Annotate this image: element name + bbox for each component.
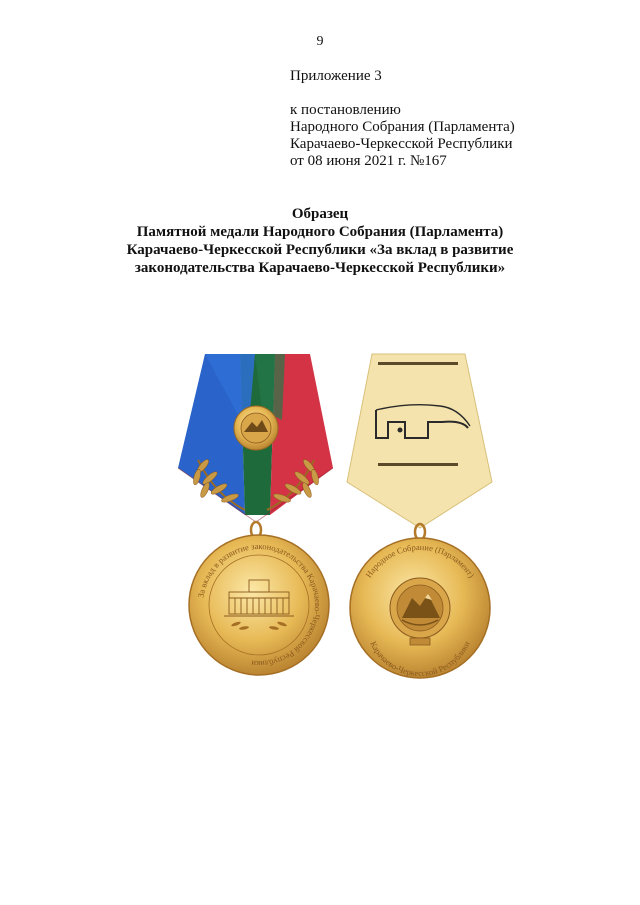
ribbon-emblem bbox=[234, 406, 278, 450]
heading-line: Памятной медали Народного Собрания (Парламента) bbox=[136, 224, 504, 240]
ribbon-back bbox=[347, 354, 492, 528]
annex-line: к постановлению bbox=[290, 102, 401, 118]
front-medal-disk bbox=[189, 535, 329, 675]
page-number: 9 bbox=[316, 34, 324, 49]
heading-line: законодательства Карачаево-Черкесской Республики» bbox=[134, 260, 506, 276]
back-medal-disk bbox=[350, 538, 490, 678]
annex-line: Народного Собрания (Парламента) bbox=[290, 119, 515, 135]
medal-front bbox=[178, 354, 333, 675]
annex-block bbox=[290, 68, 515, 170]
heading-line: Карачаево-Черкесской Республики «За вклад в развитие bbox=[126, 242, 514, 258]
medal-back bbox=[347, 354, 492, 678]
annex-line: Карачаево-Черкесской Республики bbox=[290, 136, 513, 152]
back-ring-text-bottom: Карачаево-Черкесской Республики bbox=[368, 639, 472, 679]
back-ring-text-top: Народное Собрание (Парламент) bbox=[363, 541, 477, 580]
medals-illustration bbox=[0, 340, 640, 690]
annex-line: от 08 июня 2021 г. №167 bbox=[290, 153, 447, 169]
document-heading bbox=[0, 205, 640, 277]
annex-title: Приложение 3 bbox=[290, 68, 382, 84]
heading-line: Образец bbox=[291, 206, 349, 222]
front-ring-text: За вклад в развитие законодательства Карачаево-Черкесской Республики bbox=[195, 540, 324, 670]
